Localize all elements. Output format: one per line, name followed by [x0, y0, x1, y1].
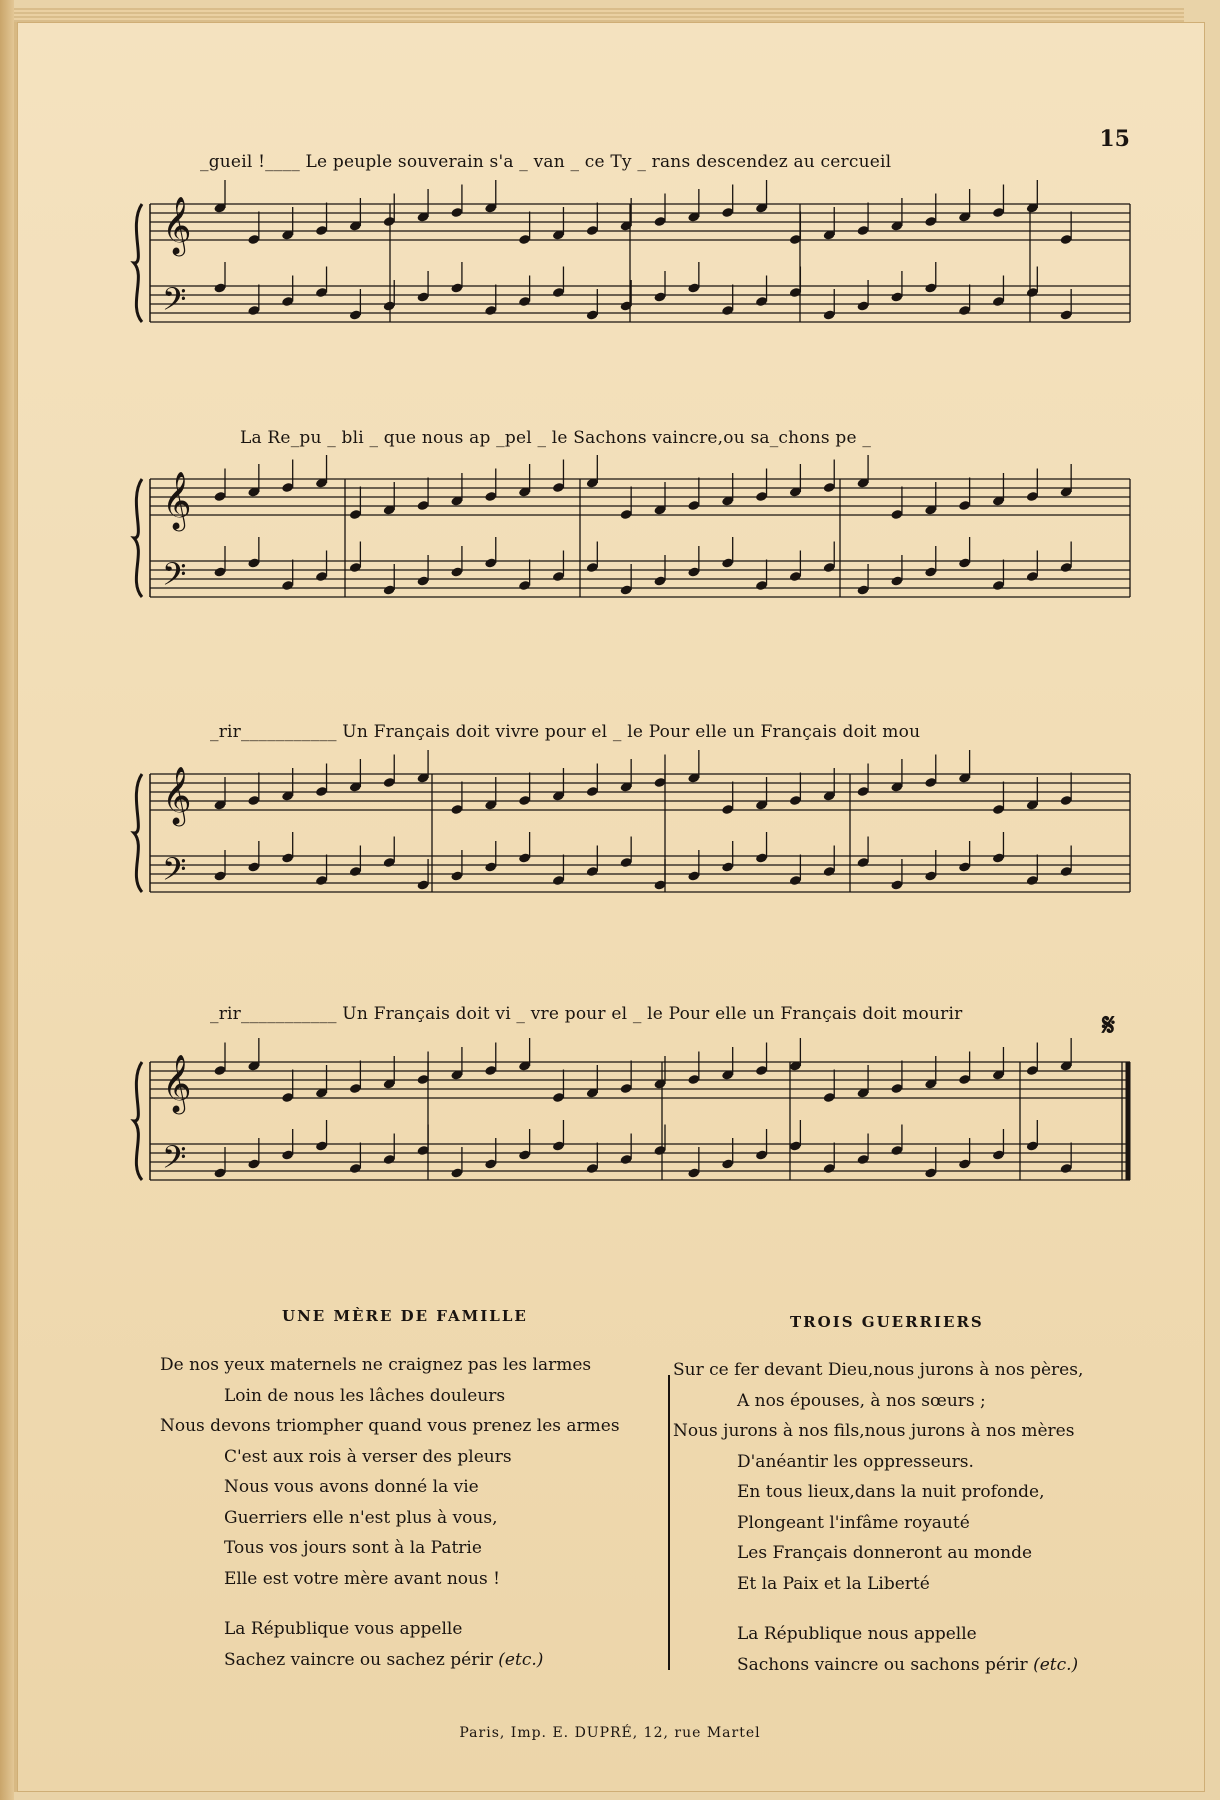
music-system-1 [150, 190, 1135, 360]
verse-line: A nos épouses, à nos sœurs ; [737, 1390, 986, 1411]
page-number: 15 [1099, 126, 1130, 152]
verse-left [160, 1350, 620, 1675]
verse-line: Les Français donneront au monde [737, 1543, 1033, 1563]
refrain-line [160, 1645, 620, 1676]
verse-right [673, 1355, 1083, 1680]
refrain-text: Sachons vaincre ou sachons périr [737, 1654, 1028, 1675]
svg-text:𝄞: 𝄞 [162, 1054, 192, 1112]
verse-line: Loin de nous les lâches douleurs [224, 1385, 506, 1406]
book-binding [0, 0, 14, 1800]
column-divider [668, 1375, 670, 1670]
verse-line: Tous vos jours sont à la Patrie [224, 1538, 482, 1558]
verse-line: Et la Paix et la Liberté [737, 1573, 930, 1594]
svg-text:𝄞: 𝄞 [162, 196, 192, 254]
verse-line: En tous lieux,dans la nuit profonde, [737, 1482, 1045, 1502]
verse-line: Elle est votre mère avant nous ! [224, 1568, 500, 1589]
verse-line: Guerriers elle n'est plus à vous, [224, 1507, 498, 1528]
svg-text:𝄢: 𝄢 [162, 281, 187, 325]
verse-title-left: UNE MÈRE DE FAMILLE [282, 1307, 528, 1325]
verse-line: Nous devons triompher quand vous prenez les armes [160, 1416, 620, 1436]
etc-mark: (etc.) [498, 1649, 544, 1670]
svg-text:𝄞: 𝄞 [162, 766, 192, 824]
verse-line: C'est aux rois à verser des pleurs [224, 1446, 512, 1467]
verse-line: Nous vous avons donné la vie [224, 1477, 479, 1497]
printer-imprint: Paris, Imp. E. DUPRÉ, 12, rue Martel [459, 1725, 761, 1741]
verse-title-right: TROIS GUERRIERS [790, 1313, 984, 1331]
verse-line: Nous jurons à nos fils,nous jurons à nos mères [673, 1421, 1075, 1441]
grand-staff [150, 190, 1135, 360]
music-system-3 [150, 760, 1135, 930]
music-system-4 [150, 1048, 1135, 1218]
svg-text:𝄞: 𝄞 [162, 471, 192, 529]
verse-line: D'anéantir les oppresseurs. [737, 1451, 974, 1472]
refrain-line [673, 1650, 1083, 1681]
refrain-text: Sachez vaincre ou sachez périr [224, 1649, 493, 1670]
lyric-line-4: _rir___________ Un Français doit vi _ vre pour el _ le Pour elle un Français doit mourir [210, 1004, 963, 1024]
lyric-line-2: La Re_pu _ bli _ que nous ap _pel _ le Sachons vaincre,ou sa_chons pe _ [240, 428, 872, 448]
refrain-line: La République nous appelle [737, 1624, 977, 1644]
refrain-line: La République vous appelle [224, 1619, 463, 1639]
verse-line: De nos yeux maternels ne craignez pas les larmes [160, 1355, 592, 1375]
grand-staff [150, 1048, 1135, 1218]
lyric-line-1: _gueil !____ Le peuple souverain s'a _ van _ ce Ty _ rans descendez au cercueil [200, 152, 892, 172]
svg-text:𝄢: 𝄢 [162, 556, 187, 600]
verse-line: Sur ce fer devant Dieu,nous jurons à nos pères, [673, 1360, 1084, 1380]
segno-sign: 𝄋 [1102, 1008, 1115, 1043]
music-system-2 [150, 465, 1135, 635]
lyric-line-3: _rir___________ Un Français doit vivre pour el _ le Pour elle un Français doit mou [210, 722, 921, 742]
svg-text:𝄢: 𝄢 [162, 1139, 187, 1183]
svg-text:𝄢: 𝄢 [162, 851, 187, 895]
grand-staff [150, 465, 1135, 635]
etc-mark: (etc.) [1033, 1654, 1079, 1675]
verse-line: Plongeant l'infâme royauté [737, 1512, 970, 1533]
grand-staff [150, 760, 1135, 930]
